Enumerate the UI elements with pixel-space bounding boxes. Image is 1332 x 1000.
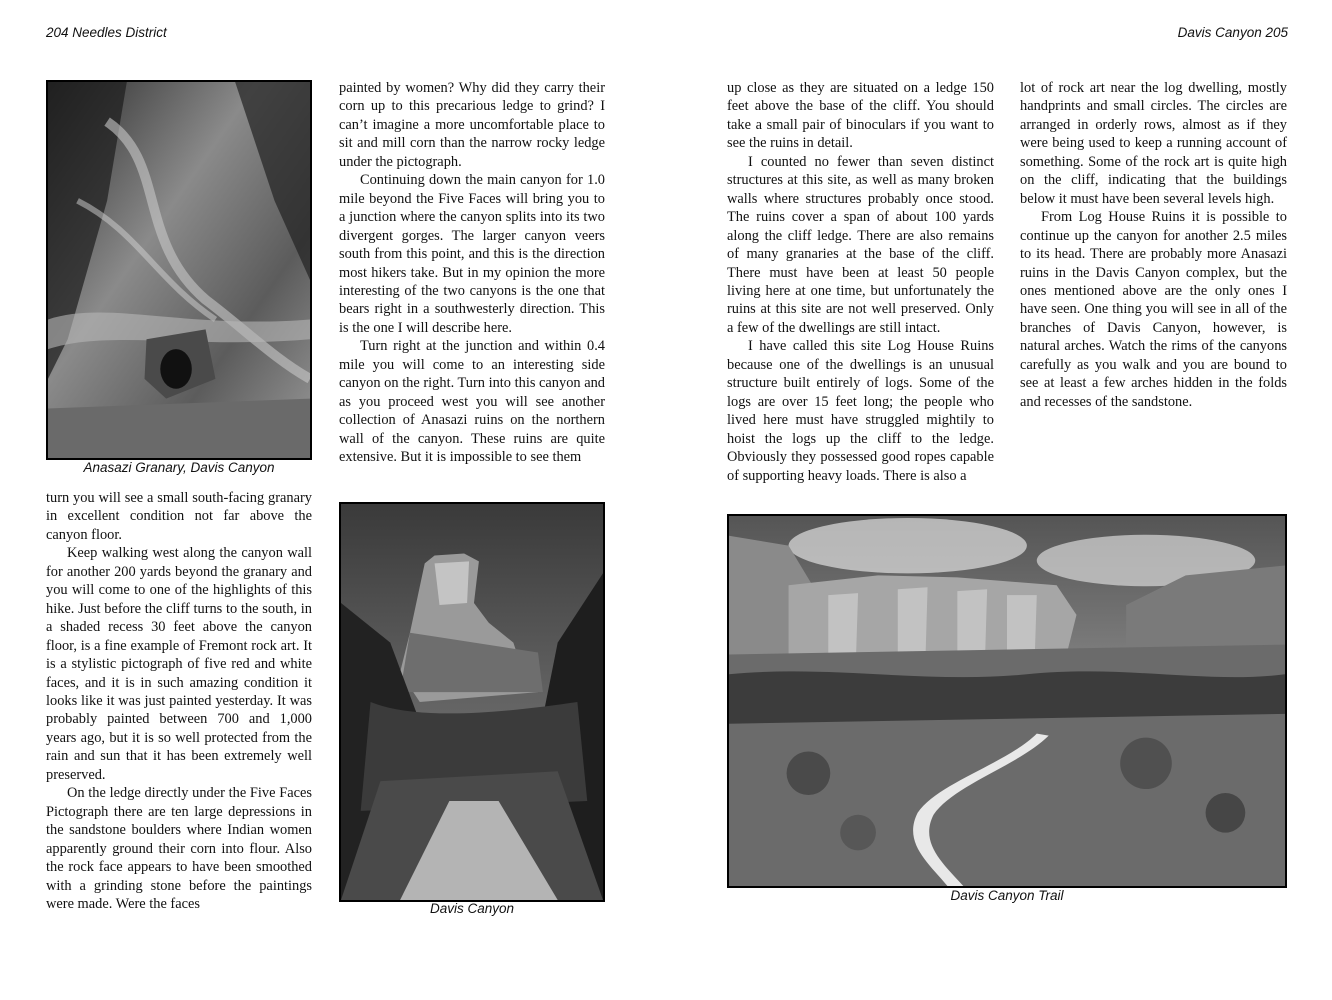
paragraph: Continuing down the main canyon for 1.0 mile beyond the Five Faces will bring you to a junction where the canyon splits into its two divergent gorges. The larger canyon veers south from this point, and this is the direction most hikers take. But in my opinion the more interesting of the two canyons is the one that bears right in a southwesterly direction. This is the one I will describe here.: [339, 172, 605, 336]
paragraph: On the ledge directly under the Five Faces Pictograph there are ten large depressions in the sandstone boulders where Indian women apparently ground their corn into flour. Also the rock face appears to have been smoothed with a grinding stone before the paintings were made. Were the faces: [46, 785, 312, 912]
right-page-column-2: [1020, 79, 1287, 411]
paragraph: turn you will see a small south-facing granary in excellent condition not far above the canyon floor.: [46, 490, 312, 543]
paragraph: Turn right at the junction and within 0.4 mile you will come to an interesting side canyon on the right. Turn into this canyon and as you proceed west you will see another collection of Anasazi ruins on the northern wall of the canyon. These ruins are quite extensive. But it is impossible to see them: [339, 338, 605, 466]
left-page-column-2: [339, 79, 605, 467]
paragraph: I have called this site Log House Ruins because one of the dwellings is an unusual structure built entirely of logs. Some of the logs are over 15 feet long; the people who lived here must have struggled mightily to hoist the logs up the cliff to the ledge. Obviously they possessed good ropes capable of supporting heavy loads. There is also a: [727, 338, 994, 484]
anasazi-granary-caption: Anasazi Granary, Davis Canyon: [83, 460, 275, 475]
left-page-column-1: [46, 489, 312, 913]
paragraph: painted by women? Why did they carry their corn up to this precarious ledge to grind? I can’t imagine a more uncomfortable place to sit and mill corn than the narrow rocky ledge under the pictograph.: [339, 80, 605, 170]
paragraph: I counted no fewer than seven distinct structures at this site, as well as many broken walls where structures probably once stood. The ruins cover a span of about 100 yards along the cliff ledge. There are also remains of many granaries at the base of the cliff. There must have been at least 50 people living here at one time, but unfortunately the ruins at this site are not well preserved. Only a few of the dwellings are still intact.: [727, 153, 994, 336]
right-page-header: Davis Canyon 205: [1177, 25, 1288, 40]
paragraph: lot of rock art near the log dwelling, mostly handprints and small circles. The circles are arranged in orderly rows, almost as if they were being used to keep a running account of something. Some of the rock art is quite high on the cliff, indicating that the buildings below it must have been several levels high.: [1020, 80, 1287, 207]
left-page-header: 204 Needles District: [46, 25, 167, 40]
davis-canyon-trail-caption: Davis Canyon Trail: [950, 888, 1064, 903]
paragraph: From Log House Ruins it is possible to continue up the canyon for another 2.5 miles to its head. There are probably more Anasazi ruins in the Davis Canyon complex, but the ones mentioned above are the only ones I have seen. One thing you will see in all of the branches of Davis Canyon, however, is natural arches. Watch the rims of the canyons carefully as you walk and you are bound to see at least a few arches hidden in the folds and recesses of the sandstone.: [1020, 209, 1287, 410]
paragraph: Keep walking west along the canyon wall for another 200 yards beyond the granary and you will come to one of the highlights of this hike. Just before the cliff turns to the south, in a shaded recess 30 feet above the canyon floor, is a fine example of Fremont rock art. It is a stylistic pictograph of five red and white faces, and it is in such amazing condition it looks like it was just painted yesterday. It was probably painted between 700 and 1,000 years ago, but it is so well protected from the rain and sun that it has been extremely well preserved.: [46, 545, 312, 783]
anasazi-granary-photo: [46, 80, 312, 460]
davis-canyon-caption: Davis Canyon: [429, 901, 515, 916]
davis-canyon-photo: [339, 502, 605, 902]
davis-canyon-trail-photo: [727, 514, 1287, 888]
paragraph: up close as they are situated on a ledge 150 feet above the base of the cliff. You should take a small pair of binoculars if you want to see the ruins in detail.: [727, 80, 994, 152]
right-page-column-1: [727, 79, 994, 485]
